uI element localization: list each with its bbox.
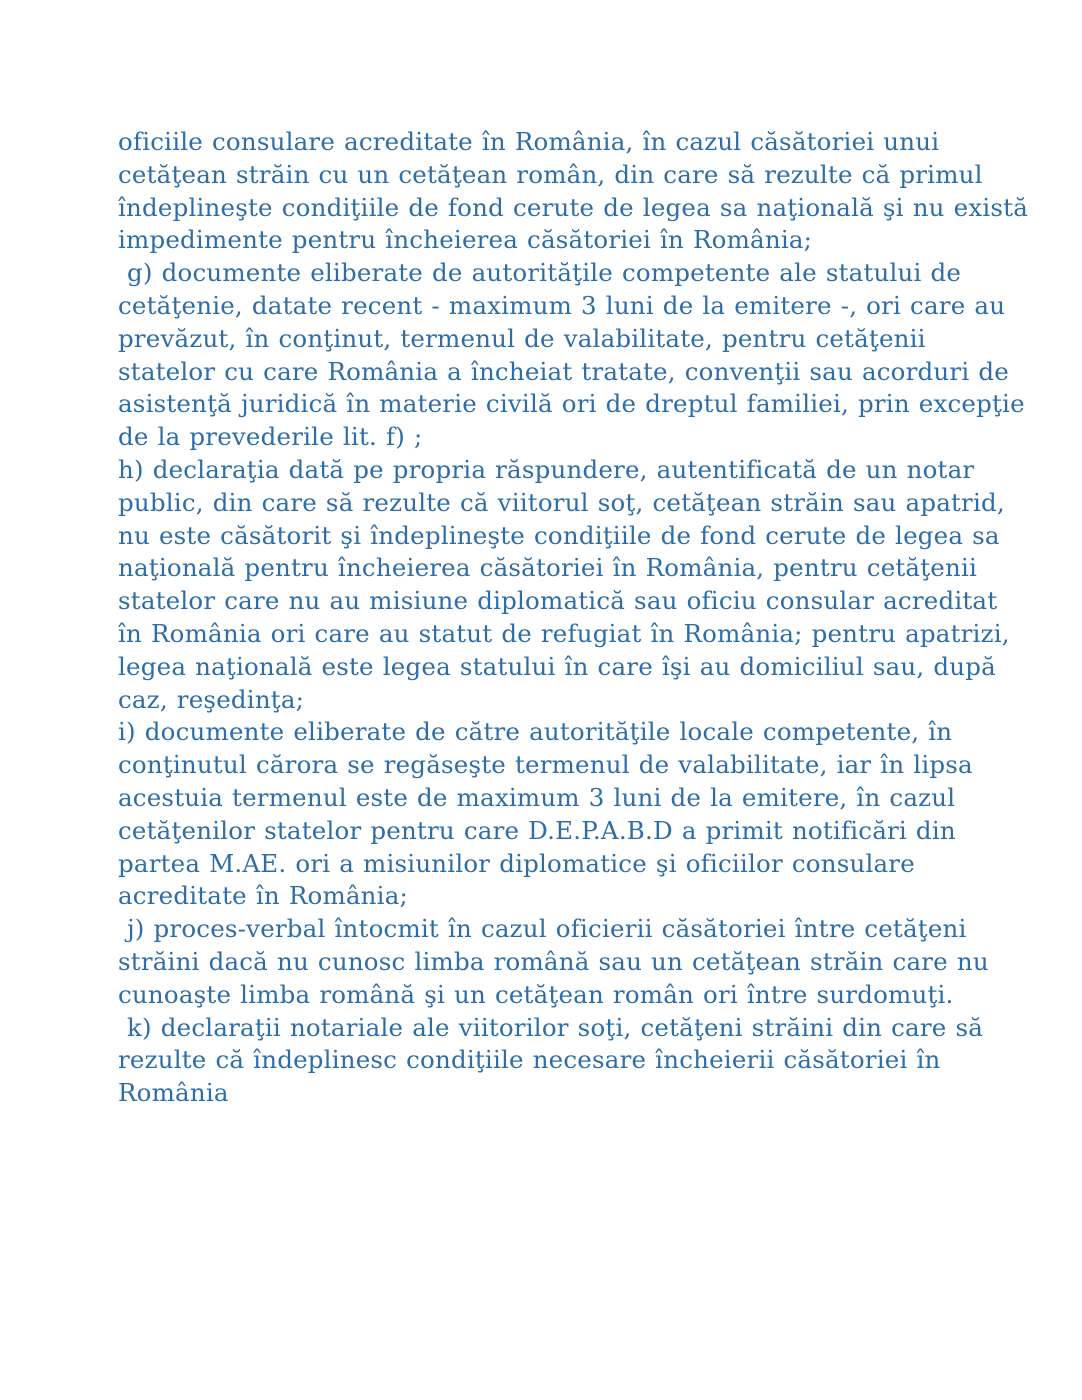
text-line: îndeplineşte condiţiile de fond cerute de legea sa naţională şi nu există: [118, 192, 1029, 222]
text-line: asistenţă juridică în materie civilă ori de dreptul familiei, prin excepţie: [118, 389, 1025, 419]
text-line: de la prevederile lit. f) ;: [118, 422, 423, 452]
text-line: cetăţenie, datate recent - maximum 3 luni de la emitere -, ori care au: [118, 290, 1006, 320]
text-line: în România ori care au statut de refugiat în România; pentru apatrizi,: [118, 618, 1010, 648]
document-text-block: [118, 126, 1058, 1110]
text-line: h) declaraţia dată pe propria răspundere, autentificată de un notar: [118, 454, 975, 484]
text-line: j) proces-verbal întocmit în cazul oficierii căsătoriei între cetăţeni: [118, 914, 967, 944]
text-line: prevăzut, în conţinut, termenul de valabilitate, pentru cetăţenii: [118, 323, 926, 353]
text-line: legea naţională este legea statului în care îşi au domiciliul sau, după: [118, 651, 996, 681]
text-line: caz, reşedinţa;: [118, 684, 305, 714]
text-line: oficiile consulare acreditate în România, în cazul căsătoriei unui: [118, 127, 940, 156]
text-line: cunoaşte limba română şi un cetăţean român ori între surdomuţi.: [118, 979, 954, 1009]
text-line: conţinutul cărora se regăseşte termenul de valabilitate, iar în lipsa: [118, 750, 973, 780]
text-line: nu este căsătorit şi îndeplineşte condiţiile de fond cerute de legea sa: [118, 520, 1000, 550]
text-line: acestuia termenul este de maximum 3 luni de la emitere, în cazul: [118, 782, 956, 812]
text-line: impedimente pentru încheierea căsătoriei în România;: [118, 225, 813, 255]
text-line: g) documente eliberate de autorităţile competente ale statului de: [118, 258, 962, 288]
text-line: public, din care să rezulte că viitorul soţ, cetăţean străin sau apatrid,: [118, 487, 1005, 517]
text-line: acreditate în România;: [118, 881, 408, 911]
text-line: România: [118, 1078, 229, 1108]
text-line: statelor cu care România a încheiat tratate, convenţii sau acorduri de: [118, 356, 1009, 386]
text-line: statelor care nu au misiune diplomatică sau oficiu consular acreditat: [118, 586, 998, 616]
text-line: i) documente eliberate de către autorităţile locale competente, în: [118, 717, 953, 747]
text-line: partea M.AE. ori a misiunilor diplomatice şi oficiilor consulare: [118, 848, 915, 878]
text-line: cetăţenilor statelor pentru care D.E.P.A.B.D a primit notificări din: [118, 815, 956, 845]
text-line: străini dacă nu cunosc limba română sau un cetăţean străin care nu: [118, 946, 989, 976]
text-line: k) declaraţii notariale ale viitorilor soţi, cetăţeni străini din care să: [118, 1012, 984, 1042]
text-line: rezulte că îndeplinesc condiţiile necesare încheierii căsătoriei în: [118, 1045, 941, 1075]
text-line: cetăţean străin cu un cetăţean român, din care să rezulte că primul: [118, 159, 983, 189]
text-line: naţională pentru încheierea căsătoriei în România, pentru cetăţenii: [118, 553, 978, 583]
